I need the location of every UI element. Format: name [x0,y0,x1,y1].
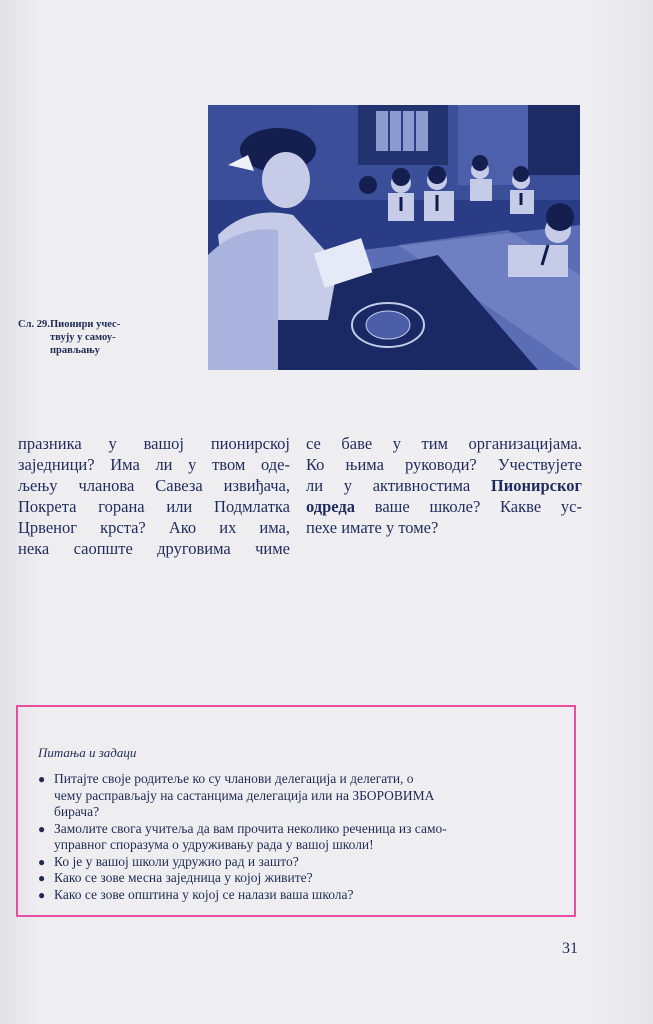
classroom-photo [208,105,580,370]
task-line: бирача? [54,804,100,819]
body-line: пехе имате у томе? [306,518,439,537]
task-line: Како се зове месна заједница у којој живите? [54,870,313,885]
task-line: чему расправљају на састанцима делегација или на ЗБОРОВИМА [54,787,435,803]
body-line: Покрета горана или Подмлатка [18,497,290,516]
body-line: заједници? Има ли у твом оде- [18,455,290,474]
emphasis-text: Пионирског [490,476,582,495]
bullet-icon: ● [38,772,46,786]
emphasis-text: одреда [306,497,356,516]
task-line: Ко је у вашој школи удружио рад и зашто? [54,853,299,869]
bullet-icon: ● [38,854,46,869]
body-text-left-column [18,433,290,559]
body-line: Црвеног крста? Ако их има, [18,518,290,537]
body-text: ваше школе? Какве ус- [355,497,582,516]
task-list [36,771,566,903]
body-line: љењу чланова Савеза извиђача, [18,476,290,495]
caption-line-2: твују у самоу- [50,332,116,343]
body-line [306,496,582,517]
body-line: се баве у тим организацијама. [306,434,582,453]
body-line: Ко њима руководи? Учествујете [306,455,582,474]
bullet-icon: ● [38,887,46,902]
box-title: Питања и задаци [38,745,137,760]
body-text: ли у активностима [306,476,491,495]
body-line: празника у вашој пионирској [18,434,290,453]
task-line: управног споразума о удруживању рада у вашој школи! [54,837,374,852]
list-item [36,771,566,821]
body-line [306,475,582,496]
questions-and-tasks-box [16,705,576,917]
photo-illustration [208,105,580,370]
task-line: Замолите свога учитеља да вам прочита неколико реченица из само- [54,820,447,836]
bullet-icon: ● [38,821,46,836]
body-text-right-column [306,433,582,538]
task-line: Питајте своје родитеље ко су чланови делегација и делегати, о [54,771,414,786]
list-item [36,821,566,854]
caption-line-3: прављању [50,345,100,356]
figure-caption [18,318,178,357]
page-number: 31 [562,940,578,957]
caption-line-1: Пионири учес- [50,319,121,330]
task-line: Како се зове општина у којој се налази ваша школа? [54,886,354,902]
list-item [36,870,566,887]
body-line: нека саопште друговима чиме [18,539,290,558]
list-item [36,887,566,904]
figure-number: Сл. 29. [18,319,50,330]
list-item [36,854,566,871]
bullet-icon: ● [38,871,46,885]
